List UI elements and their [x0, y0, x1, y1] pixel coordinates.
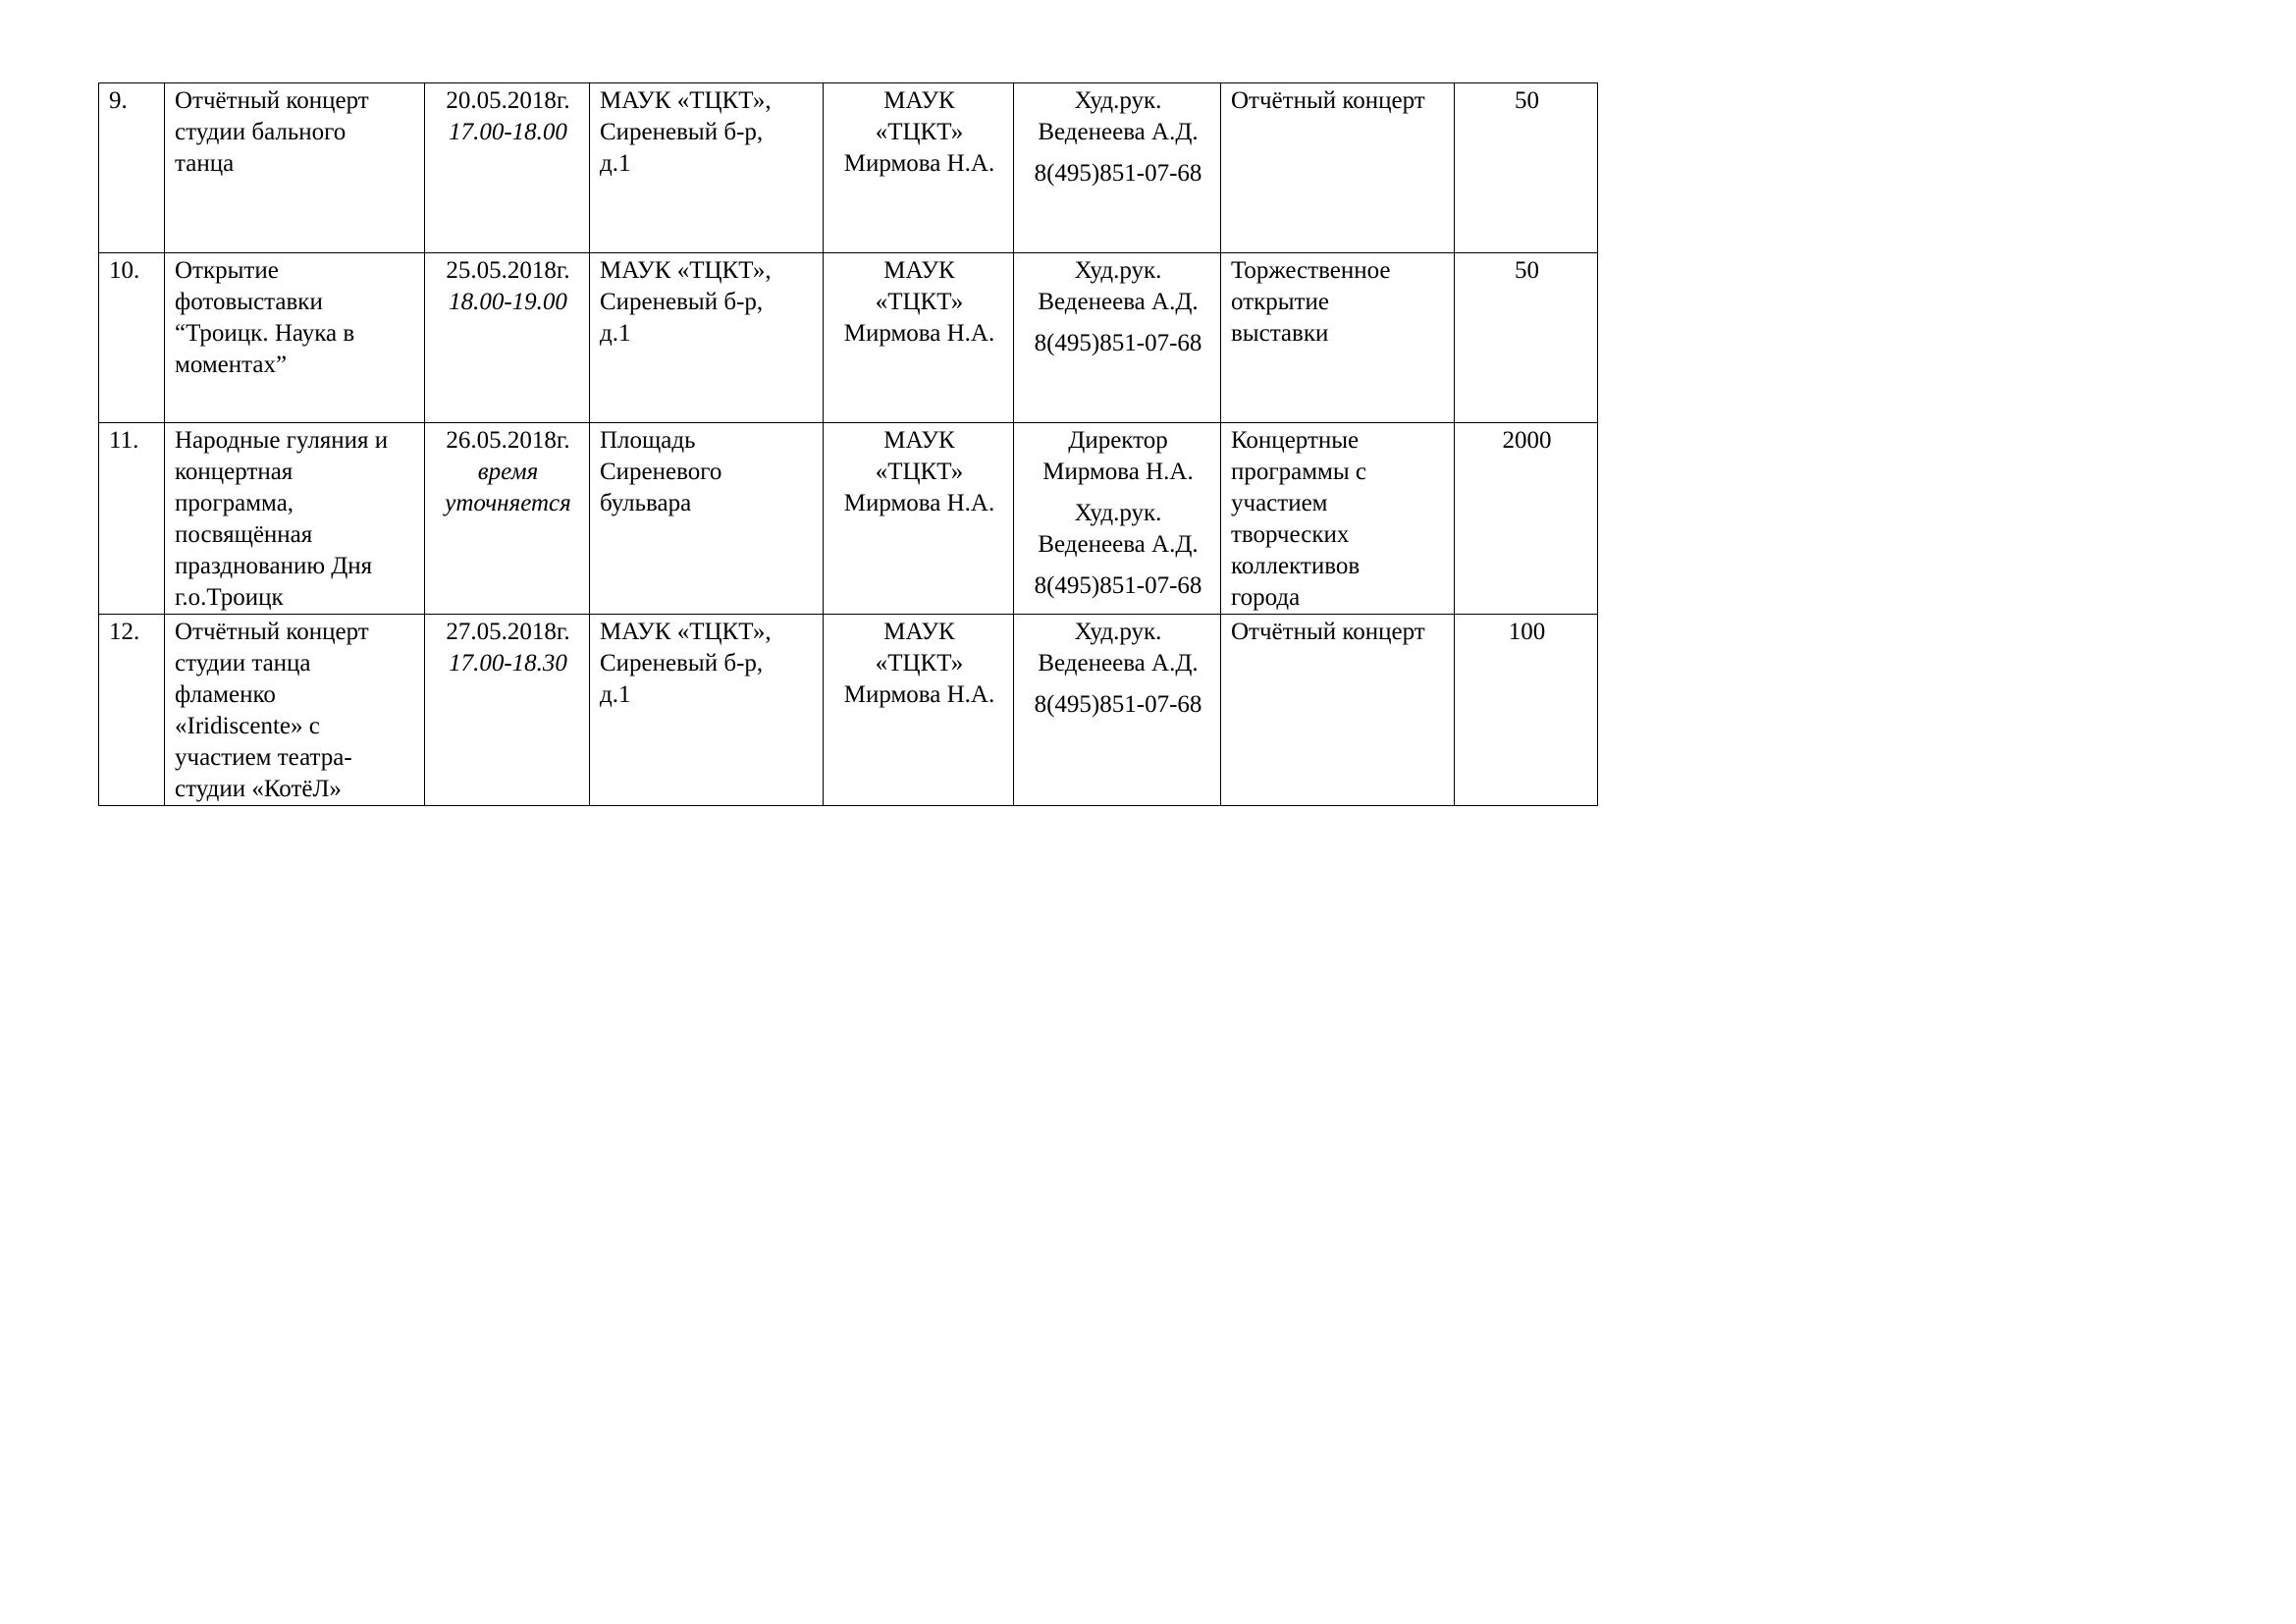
organizer-line: МАУК — [883, 257, 955, 284]
responsible-line: Худ.рук. — [1074, 619, 1162, 645]
event-form-line: города — [1231, 584, 1301, 611]
event-name-line: фотовыставки — [175, 289, 323, 315]
responsible-line: Веденеева А.Д. — [1038, 289, 1199, 315]
event-form-line: участием — [1231, 490, 1328, 516]
event-date-cell — [425, 615, 590, 806]
organizer-line: «ТЦКТ» — [875, 650, 964, 677]
responsible-line: Веденеева А.Д. — [1038, 650, 1199, 677]
organizer-line: МАУК — [883, 87, 955, 114]
event-form-line: Отчётный концерт — [1231, 87, 1425, 114]
table-row — [99, 253, 1598, 423]
responsible-line: 8(495)851-07-68 — [1034, 691, 1202, 718]
event-form-line: открытие — [1231, 289, 1329, 315]
event-name-line: Народные гуляния и — [175, 427, 389, 454]
event-place-line: МАУК «ТЦКТ», — [600, 87, 772, 114]
event-date: 20.05.2018г. — [446, 87, 570, 114]
organizer-line: «ТЦКТ» — [875, 459, 964, 485]
responsible-line: 8(495)851-07-68 — [1034, 160, 1202, 187]
participants-count: 50 — [1515, 257, 1539, 284]
participants-count-cell — [1455, 253, 1598, 423]
responsible-block — [1024, 328, 1212, 359]
event-name-line: Открытие — [175, 257, 279, 284]
event-name-line: «Iridiscente» с — [175, 713, 320, 739]
organizer-line: МАУК — [883, 427, 955, 454]
responsible-line: Мирмова Н.А. — [1042, 459, 1194, 485]
event-name-line: концертная — [175, 459, 294, 485]
row-number-cell — [99, 253, 165, 423]
table-row — [99, 615, 1598, 806]
participants-count-cell — [1455, 423, 1598, 615]
event-form-cell — [1221, 83, 1455, 253]
event-form-line: Торжественное — [1231, 257, 1391, 284]
event-form-cell — [1221, 423, 1455, 615]
event-form-line: Отчётный концерт — [1231, 619, 1425, 645]
organizer-line: «ТЦКТ» — [875, 289, 964, 315]
table-row — [99, 423, 1598, 615]
event-form-line: коллективов — [1231, 553, 1361, 579]
responsible-block — [1024, 85, 1212, 148]
responsible-cell — [1014, 83, 1221, 253]
event-place-line: МАУК «ТЦКТ», — [600, 257, 772, 284]
event-form-cell — [1221, 615, 1455, 806]
responsible-block — [1024, 158, 1212, 189]
event-place-cell — [590, 83, 824, 253]
event-name-line: “Троицк. Наука в — [175, 320, 355, 347]
event-name-line: участием театра- — [175, 744, 352, 771]
event-place-line: д.1 — [600, 150, 631, 177]
event-name-line: Отчётный концерт — [175, 87, 369, 114]
participants-count: 100 — [1508, 619, 1546, 645]
event-time: уточняется — [445, 490, 571, 516]
responsible-block — [1024, 498, 1212, 561]
responsible-line: Худ.рук. — [1074, 500, 1162, 526]
organizer-line: Мирмова Н.А. — [843, 490, 995, 516]
event-form-cell — [1221, 253, 1455, 423]
event-place-line: Сиреневого — [600, 459, 722, 485]
event-place-line: МАУК «ТЦКТ», — [600, 619, 772, 645]
event-place-line: Площадь — [600, 427, 696, 454]
event-place-line: д.1 — [600, 681, 631, 708]
event-name-cell — [165, 423, 425, 615]
event-name-line: студии «КотёЛ» — [175, 776, 342, 802]
event-date: 27.05.2018г. — [446, 619, 570, 645]
responsible-block — [1024, 570, 1212, 602]
event-name-line: моментах” — [175, 352, 288, 378]
event-place-line: Сиреневый б-р, — [600, 650, 764, 677]
event-place-line: бульвара — [600, 490, 692, 516]
events-table-body — [99, 83, 1598, 806]
responsible-cell — [1014, 423, 1221, 615]
event-name-cell — [165, 253, 425, 423]
row-number-cell — [99, 83, 165, 253]
participants-count: 2000 — [1502, 427, 1552, 454]
row-number-cell — [99, 423, 165, 615]
event-name-line: танца — [175, 150, 235, 177]
event-name-line: посвящённая — [175, 521, 313, 548]
event-form-line: выставки — [1231, 320, 1329, 347]
event-name-line: Отчётный концерт — [175, 619, 369, 645]
event-date-cell — [425, 423, 590, 615]
table-row — [99, 83, 1598, 253]
organizer-line: МАУК — [883, 619, 955, 645]
organizer-cell — [824, 423, 1014, 615]
responsible-line: Директор — [1068, 427, 1168, 454]
participants-count-cell — [1455, 83, 1598, 253]
responsible-line: Худ.рук. — [1074, 87, 1162, 114]
responsible-line: Худ.рук. — [1074, 257, 1162, 284]
row-number: 12. — [109, 619, 140, 645]
event-place-line: Сиреневый б-р, — [600, 119, 764, 145]
event-date: 25.05.2018г. — [446, 257, 570, 284]
event-name-cell — [165, 83, 425, 253]
responsible-cell — [1014, 253, 1221, 423]
organizer-cell — [824, 253, 1014, 423]
event-time: 17.00-18.30 — [449, 650, 567, 677]
organizer-line: Мирмова Н.А. — [843, 320, 995, 347]
event-time: время — [477, 459, 539, 485]
row-number: 10. — [109, 257, 140, 284]
participants-count-cell — [1455, 615, 1598, 806]
row-number: 9. — [109, 87, 128, 114]
row-number-cell — [99, 615, 165, 806]
responsible-cell — [1014, 615, 1221, 806]
row-number: 11. — [109, 427, 139, 454]
event-name-line: празднованию Дня — [175, 553, 373, 579]
event-place-cell — [590, 423, 824, 615]
event-place-cell — [590, 253, 824, 423]
event-name-line: г.о.Троицк — [175, 584, 284, 611]
organizer-line: Мирмова Н.А. — [843, 681, 995, 708]
responsible-line: 8(495)851-07-68 — [1034, 572, 1202, 599]
event-time: 18.00-19.00 — [449, 289, 567, 315]
organizer-line: «ТЦКТ» — [875, 119, 964, 145]
event-place-cell — [590, 615, 824, 806]
event-name-line: фламенко — [175, 681, 276, 708]
event-date-cell — [425, 253, 590, 423]
event-time: 17.00-18.00 — [449, 119, 567, 145]
event-place-line: д.1 — [600, 320, 631, 347]
event-date: 26.05.2018г. — [446, 427, 570, 454]
event-form-line: программы с — [1231, 459, 1367, 485]
event-name-line: программа, — [175, 490, 294, 516]
organizer-cell — [824, 615, 1014, 806]
participants-count: 50 — [1515, 87, 1539, 114]
organizer-line: Мирмова Н.А. — [843, 150, 995, 177]
responsible-block — [1024, 425, 1212, 488]
organizer-cell — [824, 83, 1014, 253]
responsible-block — [1024, 255, 1212, 318]
events-table — [98, 82, 1598, 806]
responsible-line: Веденеева А.Д. — [1038, 531, 1199, 558]
event-name-line: студии бального — [175, 119, 347, 145]
event-name-cell — [165, 615, 425, 806]
responsible-line: Веденеева А.Д. — [1038, 119, 1199, 145]
responsible-line: 8(495)851-07-68 — [1034, 330, 1202, 356]
responsible-block — [1024, 689, 1212, 721]
event-form-line: творческих — [1231, 521, 1350, 548]
event-form-line: Концертные — [1231, 427, 1360, 454]
event-date-cell — [425, 83, 590, 253]
event-place-line: Сиреневый б-р, — [600, 289, 764, 315]
event-name-line: студии танца — [175, 650, 311, 677]
responsible-block — [1024, 617, 1212, 679]
